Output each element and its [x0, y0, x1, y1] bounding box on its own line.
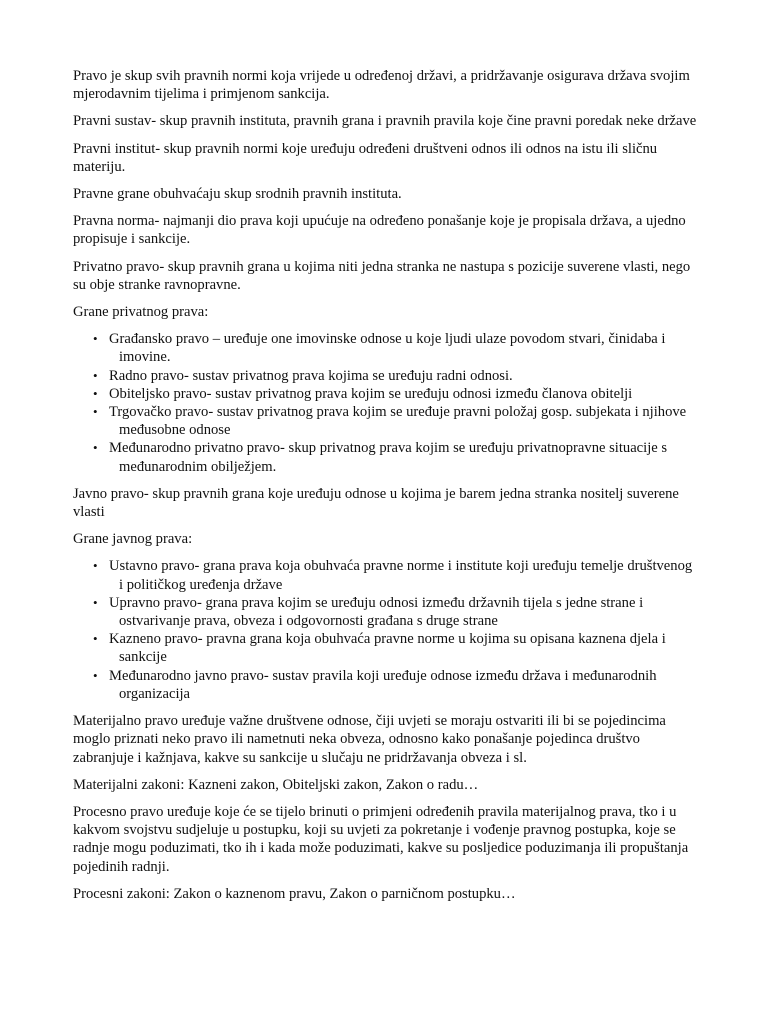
list-item-text: Međunarodno privatno pravo- skup privatnog prava kojim se uređuju privatnopravne situacije s međunarodnim obilježjem.: [109, 440, 668, 475]
list-item: [73, 667, 698, 703]
list-item: [73, 367, 698, 385]
bullet-icon: •: [93, 331, 98, 347]
list-item-text: Međunarodno javno pravo- sustav pravila koji uređuje odnose između država i međunarodnih organizacija: [109, 667, 657, 702]
paragraph-procedural-law: Procesno pravo uređuje koje će se tijelo brinuti o primjeni određenih pravila materijalnog prava, tko i u kakvom svojstvu sudjeluje u postupku, koji su uvjeti za pokretanje i vođenje pravnog postupka, koje se radnje mogu poduzimati, tko ih i kada može poduzimati, kakve su posljedice poduzimanja ili propuštanja pojedinih radnji.: [73, 803, 689, 875]
bullet-icon: •: [93, 558, 98, 574]
list-item-text: Ustavno pravo- grana prava koja obuhvaća pravne norme i institute koji uređuju temelje društvenog i političkog uređenja države: [109, 558, 693, 593]
list-item-text: Kazneno pravo- pravna grana koja obuhvaća pravne norme u kojima su opisana kaznena djela i sankcije: [109, 631, 666, 666]
list-item: [73, 594, 698, 630]
list-item-text: Radno pravo- sustav privatnog prava kojima se uređuju radni odnosi.: [109, 367, 513, 384]
list-item: [73, 403, 698, 439]
list-item: [73, 330, 698, 366]
bullet-icon: •: [93, 385, 98, 401]
list-item-text: Trgovačko pravo- sustav privatnog prava kojim se uređuje pravni položaj gosp. subjekata i njihove međusobne odnose: [109, 404, 687, 439]
private-law-branches-list: [73, 330, 698, 476]
paragraph-legal-branches: Pravne grane obuhvaćaju skup srodnih pravnih instituta.: [73, 186, 402, 203]
list-item-text: Upravno pravo- grana prava kojim se uređuju odnosi između državnih tijela s jedne strane i ostvarivanje prava, obveza i odgovornosti građana s druge strane: [109, 594, 644, 630]
paragraph-substantive-law: Materijalno pravo uređuje važne društvene odnose, čiji uvjeti se moraju ostvariti ili bi se pojedincima moglo priznati neko pravo ili nametnuti neka obveza, odnosno kako ponašanje pojedinca društvo zabranjuje i kažnjava, kakve su sankcije u slučaju ne pridržavanja obveza i sl.: [73, 713, 666, 766]
list-item: [73, 630, 698, 666]
list-item: [73, 557, 698, 593]
list-item-text: Građansko pravo – uređuje one imovinske odnose u koje ljudi ulaze povodom stvari, činidaba i imovine.: [109, 331, 666, 366]
document-page: [73, 67, 698, 912]
list-item: [73, 439, 698, 475]
paragraph-law-definition: Pravo je skup svih pravnih normi koja vrijede u određenoj državi, a pridržavanje osigurava država svojim mjerodavnim tijelima i primjenom sankcija.: [73, 68, 690, 103]
bullet-icon: •: [93, 594, 98, 610]
paragraph-procedural-laws-examples: Procesni zakoni: Zakon o kaznenom pravu, Zakon o parničnom postupku…: [73, 885, 516, 902]
bullet-icon: •: [93, 631, 98, 647]
list-item: [73, 385, 698, 403]
bullet-icon: •: [93, 367, 98, 383]
list-item-text: Obiteljsko pravo- sustav privatnog prava kojim se uređuju odnosi između članova obitelji: [109, 385, 633, 402]
bullet-icon: •: [93, 667, 98, 683]
paragraph-legal-norm: Pravna norma- najmanji dio prava koji upućuje na određeno ponašanje koje je propisala država, a ujedno propisuje i sankcije.: [73, 213, 686, 248]
bullet-icon: •: [93, 404, 98, 420]
heading-private-law-branches: Grane privatnog prava:: [73, 304, 209, 321]
bullet-icon: •: [93, 440, 98, 456]
paragraph-public-law: Javno pravo- skup pravnih grana koje uređuju odnose u kojima je barem jedna stranka nositelj suverene vlasti: [73, 485, 679, 521]
paragraph-legal-institute: Pravni institut- skup pravnih normi koje uređuju određeni društveni odnos ili odnos na istu ili sličnu materiju.: [73, 140, 658, 175]
paragraph-legal-system: Pravni sustav- skup pravnih instituta, pravnih grana i pravnih pravila koje čine pravni poredak neke države: [73, 113, 697, 130]
heading-public-law-branches: Grane javnog prava:: [73, 531, 193, 548]
public-law-branches-list: [73, 557, 698, 703]
paragraph-private-law: Privatno pravo- skup pravnih grana u kojima niti jedna stranka ne nastupa s pozicije suverene vlasti, nego su obje stranke ravnopravne.: [73, 258, 691, 293]
paragraph-substantive-laws-examples: Materijalni zakoni: Kazneni zakon, Obiteljski zakon, Zakon o radu…: [73, 776, 479, 793]
